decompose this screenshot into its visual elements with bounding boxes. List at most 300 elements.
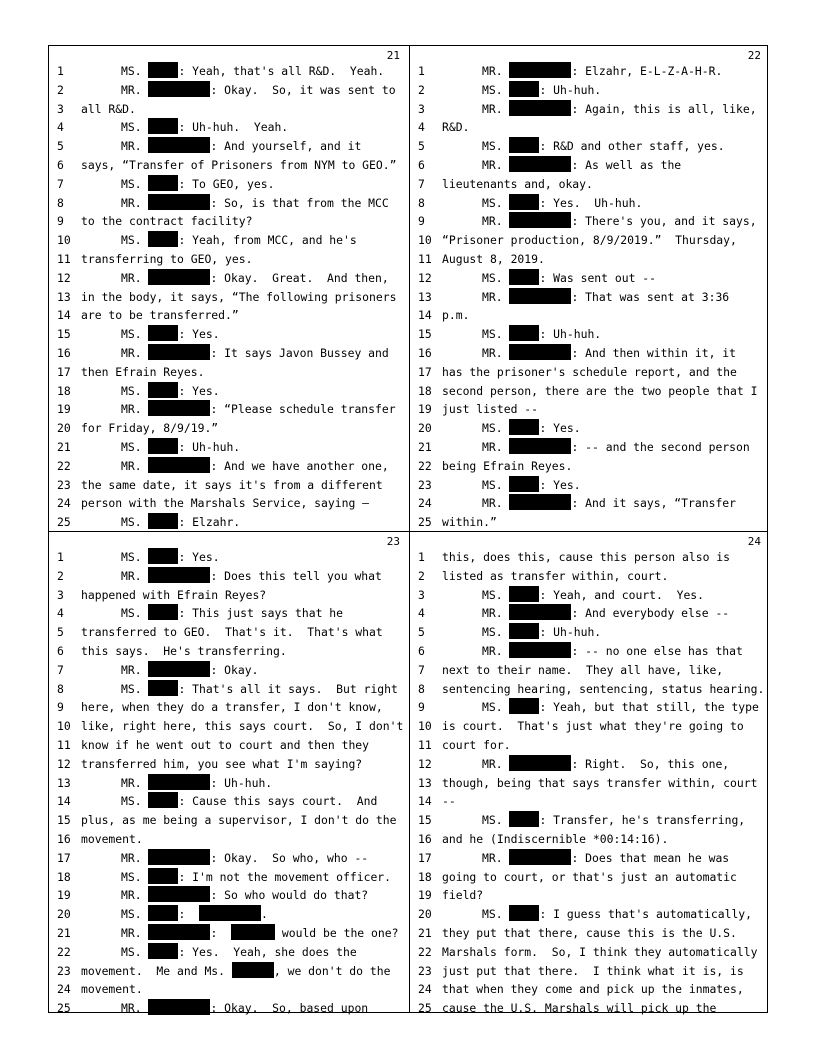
line-number: 22 xyxy=(57,944,71,959)
line-number: 21 xyxy=(57,439,71,454)
line-number: 8 xyxy=(57,195,64,210)
line-text xyxy=(442,868,765,887)
text-segment: cause the U.S. Marshals will pick up the xyxy=(442,1001,717,1016)
line-number: 23 xyxy=(418,477,432,492)
redaction-box xyxy=(148,661,210,677)
line-text xyxy=(81,100,404,119)
text-segment: : Yes. xyxy=(539,477,581,492)
line-text xyxy=(442,212,765,231)
line-text xyxy=(442,792,765,811)
redaction-box xyxy=(148,604,178,620)
transcript-line xyxy=(49,438,408,457)
text-segment: p.m. xyxy=(442,308,470,323)
text-segment: this, does this, cause this person also is xyxy=(442,550,731,564)
line-text xyxy=(442,288,765,307)
transcript-line xyxy=(49,325,408,344)
text-segment: MS. xyxy=(482,327,510,342)
redaction-box xyxy=(148,886,210,902)
transcript-line xyxy=(410,400,769,419)
redaction-box xyxy=(509,586,539,602)
transcript-line xyxy=(410,513,769,532)
line-text xyxy=(81,137,404,156)
line-text xyxy=(442,100,765,119)
redaction-box xyxy=(148,774,210,790)
transcript-line xyxy=(49,661,408,680)
transcript-line xyxy=(410,118,769,137)
text-segment: : So, is that from the MCC xyxy=(210,195,389,210)
line-text xyxy=(81,81,404,100)
text-segment: MS. xyxy=(121,439,149,454)
line-number: 11 xyxy=(418,737,432,752)
text-segment: field? xyxy=(442,888,484,903)
text-segment: : Uh-huh. Yeah. xyxy=(178,120,289,135)
text-segment: : Yes. xyxy=(178,327,220,342)
redaction-box xyxy=(509,623,539,639)
text-segment: : And then within it, it xyxy=(571,345,737,360)
line-text xyxy=(81,194,404,213)
transcript-line xyxy=(410,137,769,156)
line-text xyxy=(442,774,765,793)
line-text xyxy=(81,980,404,999)
redaction-box xyxy=(509,642,571,658)
line-text xyxy=(442,924,765,943)
line-number: 23 xyxy=(418,963,432,978)
transcript-line xyxy=(49,118,408,137)
transcript-line xyxy=(410,231,769,250)
transcript-line xyxy=(410,325,769,344)
transcript-line xyxy=(49,717,408,736)
line-number: 4 xyxy=(418,606,425,621)
line-number: 5 xyxy=(418,625,425,640)
text-segment: : Yes. xyxy=(178,550,220,564)
text-segment: MR. xyxy=(121,139,149,154)
line-text xyxy=(81,513,404,532)
line-text xyxy=(81,250,404,269)
text-segment: to the contract facility? xyxy=(81,214,253,229)
transcript-line xyxy=(410,567,769,586)
text-segment: MR. xyxy=(482,64,510,78)
text-segment: are to be transferred.” xyxy=(81,308,239,323)
transcript-line xyxy=(410,811,769,830)
line-number: 7 xyxy=(57,176,64,191)
text-segment: movement. xyxy=(81,982,143,997)
transcript-line xyxy=(49,382,408,401)
text-segment: : Okay. So who, who -- xyxy=(210,850,369,865)
transcript-line xyxy=(410,382,769,401)
text-segment: MR. xyxy=(482,214,510,229)
text-segment: within.” xyxy=(442,515,497,530)
line-text xyxy=(81,886,404,905)
line-number: 20 xyxy=(57,421,71,436)
redaction-box xyxy=(509,811,539,827)
line-number: 16 xyxy=(57,345,71,360)
transcript-line xyxy=(410,980,769,999)
transcript-line xyxy=(49,924,408,943)
transcript-line xyxy=(49,269,408,288)
line-text xyxy=(442,400,765,419)
transcript-line xyxy=(49,137,408,156)
line-number: 3 xyxy=(57,101,64,116)
redaction-box xyxy=(509,905,539,921)
text-segment: MS. xyxy=(121,176,149,191)
line-number: 4 xyxy=(57,606,64,621)
text-segment: : Yes. Yeah, she does the xyxy=(178,944,357,959)
transcript-line xyxy=(49,156,408,175)
transcript-line xyxy=(410,476,769,495)
line-text xyxy=(442,118,765,137)
line-number: 14 xyxy=(418,308,432,323)
line-number: 2 xyxy=(57,82,64,97)
transcript-line xyxy=(410,999,769,1018)
line-number: 16 xyxy=(57,831,71,846)
line-number: 1 xyxy=(57,550,64,564)
text-segment: MR. xyxy=(121,270,149,285)
page-lines xyxy=(49,548,408,1018)
line-number: 5 xyxy=(418,139,425,154)
text-segment: : R&D and other staff, yes. xyxy=(539,139,725,154)
line-text xyxy=(442,137,765,156)
line-text xyxy=(81,680,404,699)
text-segment: MS. xyxy=(482,587,510,602)
text-segment: : Elzahr. xyxy=(178,515,241,530)
text-segment: listed as transfer within, court. xyxy=(442,568,669,583)
line-text xyxy=(442,698,765,717)
text-segment: movement. xyxy=(81,831,143,846)
line-text xyxy=(81,118,404,137)
text-segment: : Does this tell you what xyxy=(210,568,382,583)
transcript-line xyxy=(410,306,769,325)
line-number: 13 xyxy=(418,289,432,304)
text-segment: MR. xyxy=(121,458,149,473)
transcript-line xyxy=(49,774,408,793)
redaction-box xyxy=(509,212,571,228)
transcript-line xyxy=(49,698,408,717)
line-number: 10 xyxy=(57,233,71,248)
line-text xyxy=(442,980,765,999)
redaction-box xyxy=(509,849,571,865)
line-number: 18 xyxy=(418,869,432,884)
text-segment: for Friday, 8/9/19.” xyxy=(81,421,219,436)
text-segment: : -- and the second person xyxy=(571,439,750,454)
line-number: 10 xyxy=(418,233,432,248)
line-text xyxy=(442,811,765,830)
line-number: 19 xyxy=(57,402,71,417)
line-number: 14 xyxy=(418,794,432,809)
line-text xyxy=(442,306,765,325)
redaction-box xyxy=(148,118,178,134)
text-segment: : And yourself, and it xyxy=(210,139,362,154)
redaction-box xyxy=(148,344,210,360)
page-lines xyxy=(49,62,408,532)
text-segment: just listed -- xyxy=(442,402,539,417)
transcript-line xyxy=(49,194,408,213)
page-number: 21 xyxy=(386,49,400,62)
line-text xyxy=(442,755,765,774)
text-segment: here, when they do a transfer, I don't know, xyxy=(81,700,383,715)
redaction-box xyxy=(509,269,539,285)
line-number: 4 xyxy=(57,120,64,135)
text-segment: : And everybody else -- xyxy=(571,606,730,621)
line-number: 7 xyxy=(418,662,425,677)
transcript-line xyxy=(410,849,769,868)
text-segment: says, “Transfer of Prisoners from NYM to GEO.” xyxy=(81,157,397,172)
text-segment: MS. xyxy=(482,421,510,436)
line-number: 2 xyxy=(418,82,425,97)
transcript-line xyxy=(49,586,408,605)
line-number: 1 xyxy=(57,64,64,78)
line-text xyxy=(442,269,765,288)
line-number: 22 xyxy=(57,458,71,473)
redaction-box xyxy=(509,755,571,771)
text-segment: movement. Me and Ms. xyxy=(81,963,232,978)
transcript-line xyxy=(410,774,769,793)
transcript-line xyxy=(410,419,769,438)
line-text xyxy=(81,567,404,586)
line-number: 25 xyxy=(418,515,432,530)
transcript-page-21 xyxy=(49,46,408,530)
line-number: 14 xyxy=(57,794,71,809)
line-number: 24 xyxy=(57,496,71,511)
line-number: 9 xyxy=(57,700,64,715)
transcript-line xyxy=(410,156,769,175)
transcript-line xyxy=(49,886,408,905)
line-text xyxy=(81,999,404,1018)
transcript-line xyxy=(49,680,408,699)
text-segment: MS. xyxy=(482,700,510,715)
redaction-box xyxy=(148,792,178,808)
line-number: 3 xyxy=(418,101,425,116)
line-text xyxy=(442,999,765,1018)
transcript-line xyxy=(49,548,408,567)
transcript-line xyxy=(410,250,769,269)
transcript-line xyxy=(49,306,408,325)
text-segment: “Prisoner production, 8/9/2019.” Thursday, xyxy=(442,233,737,248)
line-text xyxy=(81,661,404,680)
line-text xyxy=(442,156,765,175)
text-segment: then Efrain Reyes. xyxy=(81,364,205,379)
redaction-box xyxy=(148,325,178,341)
line-text xyxy=(442,905,765,924)
line-text xyxy=(81,400,404,419)
text-segment: : That was sent at 3:36 xyxy=(571,289,730,304)
line-text xyxy=(442,231,765,250)
text-segment: : Yeah, and court. Yes. xyxy=(539,587,705,602)
text-segment: -- xyxy=(442,794,456,809)
line-number: 8 xyxy=(418,681,425,696)
line-text xyxy=(81,736,404,755)
redaction-box xyxy=(509,62,571,78)
line-text xyxy=(81,212,404,231)
text-segment: this says. He's transferring. xyxy=(81,643,287,658)
text-segment: the same date, it says it's from a different xyxy=(81,477,383,492)
text-segment: MS. xyxy=(482,625,510,640)
text-segment: : Does that mean he was xyxy=(571,850,730,865)
text-segment: R&D. xyxy=(442,120,470,135)
line-text xyxy=(442,886,765,905)
text-segment: : -- no one else has that xyxy=(571,643,743,658)
transcript-line xyxy=(410,868,769,887)
transcript-line xyxy=(49,736,408,755)
redaction-box xyxy=(509,325,539,341)
line-number: 9 xyxy=(418,214,425,229)
line-number: 12 xyxy=(418,270,432,285)
text-segment: : Yeah, but that still, the type xyxy=(539,700,759,715)
redaction-box xyxy=(199,905,261,921)
transcript-line xyxy=(410,288,769,307)
transcript-line xyxy=(49,642,408,661)
transcript-line xyxy=(49,288,408,307)
line-text xyxy=(81,868,404,887)
transcript-line xyxy=(410,269,769,288)
text-segment: : Okay. xyxy=(210,662,259,677)
text-segment: they put that there, cause this is the U.S. xyxy=(442,925,737,940)
transcript-line xyxy=(410,717,769,736)
line-number: 5 xyxy=(57,139,64,154)
transcript-line xyxy=(49,623,408,642)
line-number: 25 xyxy=(57,515,71,530)
line-text xyxy=(442,680,765,699)
line-number: 17 xyxy=(418,850,432,865)
text-segment: : Elzahr, E-L-Z-A-H-R. xyxy=(571,64,723,78)
line-text xyxy=(442,175,765,194)
redaction-box xyxy=(509,476,539,492)
transcript-line xyxy=(410,344,769,363)
line-text xyxy=(81,586,404,605)
text-segment: Marshals form. So, I think they automatically xyxy=(442,944,758,959)
line-text xyxy=(81,269,404,288)
line-number: 20 xyxy=(57,907,71,922)
line-number: 15 xyxy=(418,813,432,828)
transcript-line xyxy=(49,344,408,363)
transcript-page-23 xyxy=(49,532,408,1016)
line-number: 17 xyxy=(418,364,432,379)
redaction-box xyxy=(509,438,571,454)
text-segment: MS. xyxy=(121,327,149,342)
transcript-line xyxy=(49,457,408,476)
text-segment: MR. xyxy=(121,568,149,583)
transcript-line xyxy=(410,755,769,774)
line-text xyxy=(442,513,765,532)
transcript-line xyxy=(49,513,408,532)
text-segment: MR. xyxy=(482,345,510,360)
redaction-box xyxy=(509,81,539,97)
text-segment: : I'm not the movement officer. xyxy=(178,869,392,884)
redaction-box xyxy=(509,344,571,360)
redaction-box xyxy=(231,924,275,940)
line-number: 18 xyxy=(418,383,432,398)
transcript-line xyxy=(49,212,408,231)
line-text xyxy=(442,419,765,438)
line-text xyxy=(442,438,765,457)
line-text xyxy=(81,306,404,325)
line-number: 21 xyxy=(418,925,432,940)
line-text xyxy=(81,830,404,849)
line-text xyxy=(442,849,765,868)
line-text xyxy=(442,494,765,513)
redaction-box xyxy=(148,849,210,865)
transcript-line xyxy=(49,811,408,830)
line-number: 16 xyxy=(418,831,432,846)
transcript-line xyxy=(49,494,408,513)
text-segment: MS. xyxy=(121,64,149,78)
transcript-line xyxy=(49,175,408,194)
line-number: 3 xyxy=(418,587,425,602)
text-segment: MS. xyxy=(121,383,149,398)
page-number: 22 xyxy=(747,49,761,62)
transcript-line xyxy=(410,100,769,119)
redaction-box xyxy=(148,81,210,97)
page-number: 24 xyxy=(747,535,761,548)
text-segment: MS. xyxy=(121,944,149,959)
line-text xyxy=(442,736,765,755)
page-number: 23 xyxy=(386,535,400,548)
line-text xyxy=(81,905,404,924)
text-segment: lieutenants and, okay. xyxy=(442,176,593,191)
line-text xyxy=(442,623,765,642)
transcript-line xyxy=(410,363,769,382)
line-number: 1 xyxy=(418,64,425,78)
transcript-line xyxy=(49,476,408,495)
redaction-box xyxy=(509,137,539,153)
text-segment: : Uh-huh. xyxy=(178,439,241,454)
line-text xyxy=(81,363,404,382)
transcript-line xyxy=(410,792,769,811)
text-segment: in the body, it says, “The following prisoners xyxy=(81,289,397,304)
line-text xyxy=(81,476,404,495)
text-segment: like, right here, this says court. So, I don't xyxy=(81,719,404,734)
line-text xyxy=(442,194,765,213)
line-text xyxy=(442,548,765,567)
text-segment: : It says Javon Bussey and xyxy=(210,345,389,360)
transcript-line xyxy=(49,419,408,438)
line-number: 17 xyxy=(57,850,71,865)
transcript-line xyxy=(49,792,408,811)
text-segment: MS. xyxy=(121,681,149,696)
text-segment: : Yeah, from MCC, and he's xyxy=(178,233,357,248)
line-text xyxy=(81,924,404,943)
line-number: 6 xyxy=(57,157,64,172)
text-segment: MS. xyxy=(121,606,149,621)
transcript-line xyxy=(49,905,408,924)
text-segment: : “Please schedule transfer xyxy=(210,402,396,417)
text-segment: MR. xyxy=(482,439,510,454)
line-number: 12 xyxy=(57,756,71,771)
text-segment: MR. xyxy=(482,756,510,771)
line-text xyxy=(81,548,404,567)
transcript-line xyxy=(410,680,769,699)
transcript-line xyxy=(410,736,769,755)
text-segment: MS. xyxy=(482,813,510,828)
line-number: 24 xyxy=(418,496,432,511)
text-segment: : Okay. So, it was sent to xyxy=(210,82,396,97)
line-text xyxy=(81,698,404,717)
text-segment: MR. xyxy=(121,888,149,903)
line-text xyxy=(442,457,765,476)
text-segment: MS. xyxy=(121,794,149,809)
text-segment: MR. xyxy=(121,345,149,360)
text-segment: MS. xyxy=(121,233,149,248)
line-number: 10 xyxy=(57,719,71,734)
redaction-box xyxy=(148,438,178,454)
transcript-line xyxy=(410,548,769,567)
line-text xyxy=(442,567,765,586)
text-segment: : xyxy=(210,925,232,940)
text-segment: transferred to GEO. That's it. That's what xyxy=(81,625,383,640)
transcript-line xyxy=(49,868,408,887)
text-segment: MR. xyxy=(121,402,149,417)
line-number: 11 xyxy=(418,251,432,266)
line-text xyxy=(81,457,404,476)
